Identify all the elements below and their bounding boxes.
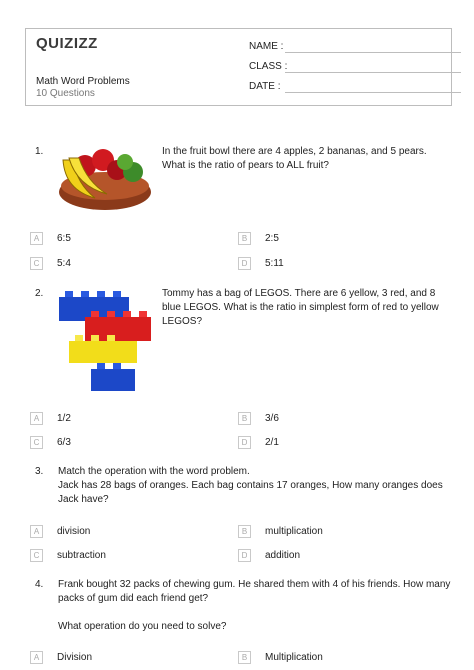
option-text: 2:5 [265,233,279,244]
option-text: Multiplication [265,652,323,663]
question-number: 1. [35,146,44,157]
question-text: Tommy has a bag of LEGOS. There are 6 yellow, 3 red, and 8 blue LEGOS. What is the ratio in simplest form of red to yellow LEGOS? [162,288,439,327]
option-text: multiplication [265,526,323,537]
date-field[interactable] [249,81,280,92]
name-field[interactable] [249,41,283,52]
option-letter: D [238,257,251,270]
question-number: 2. [35,288,44,299]
option-letter: C [30,549,43,562]
option-letter: A [30,232,43,245]
option-text: 3/6 [265,413,279,424]
date-line [285,92,461,93]
option-letter: D [238,436,251,449]
worksheet-header [25,28,452,106]
option-text: division [57,526,91,537]
class-line [285,72,461,73]
option-letter: A [30,412,43,425]
option-text: 5:11 [265,258,284,269]
option-letter: B [238,651,251,664]
question-count: 10 Questions [36,88,95,99]
option-letter: D [238,549,251,562]
option-letter: B [238,412,251,425]
class-field[interactable] [249,61,287,72]
question-number: 3. [35,466,44,477]
fruit-bowl-image [55,140,155,216]
option-letter: A [30,525,43,538]
option-text: subtraction [57,550,106,561]
option-text: 2/1 [265,437,279,448]
option-letter: C [30,257,43,270]
option-text: addition [265,550,301,561]
option-letter: B [238,232,251,245]
worksheet-title: Math Word Problems [36,76,130,87]
name-line [285,52,461,53]
option-text: 6:5 [57,233,71,244]
quizizz-logo: QUIZIZZ [36,35,98,52]
question-text: In the fruit bowl there are 4 apples, 2 bananas, and 5 pears. What is the ratio of pears to ALL fruit? [162,146,427,171]
option-text: Division [57,652,93,663]
name-label: NAME : [249,41,284,52]
option-letter: B [238,525,251,538]
lego-bricks-image [55,285,155,397]
date-label: DATE : [249,81,281,92]
option-text: 6/3 [57,437,71,448]
option-text: 5:4 [57,258,71,269]
option-letter: A [30,651,43,664]
question-text: Frank bought 32 packs of chewing gum. He shared them with 4 of his friends. How many packs of gum did each friend get? What operation do you need to solve? [58,579,451,632]
class-label: CLASS : [249,61,288,72]
question-text: Match the operation with the word problem. Jack has 28 bags of oranges. Each bag contains 17 oranges, How many oranges does Jack have? [58,466,443,505]
question-number: 4. [35,579,44,590]
option-letter: C [30,436,43,449]
option-text: 1/2 [57,413,71,424]
